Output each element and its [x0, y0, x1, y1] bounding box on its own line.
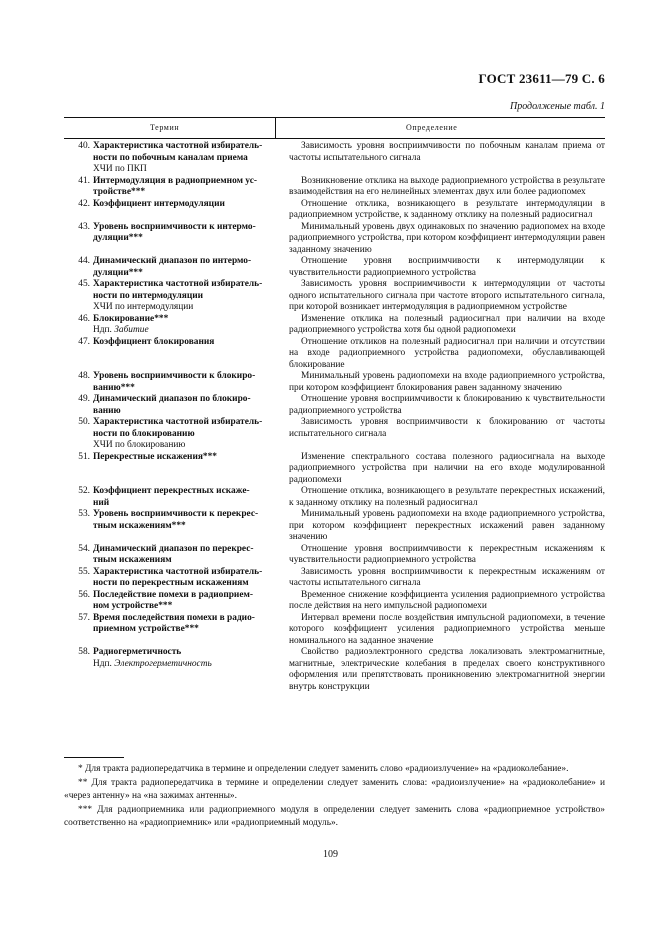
term-number: 41.	[78, 175, 90, 186]
term-number: 56.	[78, 589, 90, 600]
table-row	[64, 486, 605, 509]
term-cell	[64, 590, 278, 613]
definition-cell: Зависимость уровня восприимчивости к блокированию от частоты испытательного сигнала	[289, 417, 605, 439]
term-text: Блокирование***	[93, 313, 169, 324]
term-text: Динамический диапазон по блокиро-	[93, 394, 251, 404]
term-cell	[64, 337, 278, 372]
term-cell	[64, 279, 278, 314]
definition-cell: Минимальный уровень радиопомехи на входе радиоприемного устройства, при котором коэффициент перекрестных искажений равен заданному значению	[289, 509, 605, 542]
term-text: Характеристика частотной избиратель-	[93, 141, 263, 151]
term-cell	[64, 417, 278, 452]
term-text: Коэффициент блокирования	[93, 336, 215, 347]
table-row	[64, 509, 605, 544]
term-cell	[64, 199, 278, 222]
term-note: ХЧИ по интермодуляции	[93, 302, 194, 312]
term-number: 58.	[78, 647, 90, 657]
term-number: 40.	[78, 141, 90, 151]
term-cell	[64, 256, 278, 279]
table-row	[64, 417, 605, 452]
document-header: ГОСТ 23611—79 С. 6	[478, 71, 605, 86]
table-row	[64, 371, 605, 394]
term-abbreviation	[93, 659, 278, 671]
term-text: Интермодуляция в радиоприемном ус-	[93, 175, 257, 186]
definition-cell: Зависимость уровня восприимчивости по побочным каналам приема от частоты испытательного сигнала	[289, 141, 605, 163]
term-text: ности по интермодуляции	[93, 290, 204, 301]
term-number: 57.	[78, 612, 90, 623]
term-cell	[64, 222, 278, 257]
term-text: Коэффициент интермодуляции	[93, 198, 225, 209]
definition-cell: Отношение отклика, возникающего в результате перекрестных искажений, к заданному отклику на полезный радиосигнал	[289, 486, 605, 508]
table-row	[64, 199, 605, 222]
table-row	[64, 394, 605, 417]
definition-cell: Отношение уровня восприимчивости к перекрестным искажениям к чувствительности радиоприемного устройства	[289, 543, 605, 565]
deprecated-term: Забитие	[114, 325, 149, 335]
term-text: тным искажениям	[93, 555, 172, 565]
table-continuation-label: Продолженые табл. 1	[509, 101, 605, 112]
footnote: * Для тракта радиопередатчика в термине и определении следует заменить слово «радиоизлучение» на «радиоколебание».	[78, 764, 569, 774]
definition-cell: Отношение уровня восприимчивости к блокированию к чувствительности радиоприемного устройства	[289, 394, 605, 416]
term-text: Уровень восприимчивости к интермо-	[93, 221, 256, 232]
term-text: ном устройстве***	[93, 601, 173, 611]
term-text: Уровень восприимчивости к перекрес-	[93, 509, 259, 519]
term-cell	[64, 647, 278, 693]
term-text: ванию***	[93, 382, 135, 393]
term-number: 46.	[78, 313, 90, 324]
footnote: *** Для радиоприемника или радиоприемного модуля в определении следует заменить слова «радиоприемное устройство» соответственно на «радиоприемник» или «радиоприемный модуль».	[64, 804, 605, 829]
term-text: ности по перекрестным искажениям	[93, 578, 249, 588]
term-cell	[64, 394, 278, 417]
term-text: дуляции***	[93, 267, 143, 278]
term-text: Динамический диапазон по интермо-	[93, 256, 252, 266]
definition-cell: Минимальный уровень радиопомехи на входе радиоприемного устройства, при котором коэффициент блокирования равен заданному значению	[289, 371, 605, 393]
term-text: Характеристика частотной избиратель-	[93, 417, 263, 427]
term-text: Последействие помехи в радиоприем-	[93, 589, 254, 600]
term-number: 51.	[78, 451, 90, 462]
term-text: Уровень восприимчивости к блокиро-	[93, 371, 256, 381]
term-cell	[64, 141, 278, 176]
term-abbreviation	[93, 325, 278, 337]
term-number: 53.	[78, 509, 90, 519]
table-row	[64, 452, 605, 487]
term-text: ний	[93, 497, 110, 508]
table-row	[64, 256, 605, 279]
term-number: 47.	[78, 336, 90, 347]
definition-cell: Зависимость уровня восприимчивости к перекрестным искажениям от частоты испытательного сигнала	[289, 566, 605, 588]
term-number: 49.	[78, 394, 90, 404]
term-note: ХЧИ по блокированию	[93, 440, 186, 450]
footnote: ** Для тракта радиопередатчика в термине и определении следует заменить слова: «радиоизлучение» на «радиоколебание» и «через антенну» на «на зажимах антенны».	[64, 777, 605, 802]
footnotes	[64, 763, 605, 831]
term-abbreviation	[93, 440, 278, 452]
definition-cell: Отношение уровня восприимчивости к интермодуляции к чувствительности радиоприемного устройства	[289, 256, 605, 278]
term-cell	[64, 544, 278, 567]
column-header-term: Термин	[150, 123, 180, 132]
footnote-separator	[64, 757, 124, 758]
definition-cell: Временное снижение коэффициента усиления радиоприемного устройства после действия на него импульсной радиопомехи	[289, 589, 605, 611]
term-number: 55.	[78, 566, 90, 577]
term-number: 52.	[78, 486, 90, 496]
term-note: Ндп.	[93, 325, 115, 335]
term-text: дуляции***	[93, 233, 143, 243]
table-row	[64, 176, 605, 199]
table-row	[64, 279, 605, 314]
term-abbreviation	[93, 302, 278, 314]
term-text: Характеристика частотной избиратель-	[93, 566, 263, 577]
term-cell	[64, 567, 278, 590]
definition-cell: Возникновение отклика на выходе радиоприемного устройства в результате взаимодействия на его нелинейных элементах двух или более радиопомех	[289, 175, 605, 197]
term-abbreviation	[93, 164, 278, 176]
term-number: 42.	[78, 198, 90, 209]
term-cell	[64, 371, 278, 394]
definition-cell: Интервал времени после воздействия импульсной радиопомехи, в течение которого коэффициент усиления радиоприемного устройства меньше номинального на заданное значение	[289, 612, 605, 646]
header-bottom-rule	[64, 138, 605, 139]
term-cell	[64, 314, 278, 337]
term-number: 43.	[78, 221, 90, 232]
term-text: ванию	[93, 405, 121, 416]
column-divider	[275, 117, 276, 139]
definition-cell: Изменение отклика на полезный радиосигнал при наличии на входе радиоприемного устройства хотя бы одной радиопомехи	[289, 313, 605, 335]
table-row	[64, 222, 605, 257]
page-number: 109	[323, 849, 338, 860]
term-text: ности по блокированию	[93, 428, 195, 439]
term-text: ности по побочным каналам приема	[93, 152, 248, 163]
term-text: Перекрестные искажения***	[93, 451, 217, 462]
table-row	[64, 647, 605, 693]
term-text: тным искажениям***	[93, 520, 186, 531]
term-note: Ндп.	[93, 658, 115, 669]
term-text: Время последействия помехи в радио-	[93, 612, 255, 623]
definition-cell: Минимальный уровень двух одинаковых по значению радиопомех на входе радиоприемного устройства, при котором коэффициент интермодуляции равен заданному значению	[289, 221, 605, 255]
term-text: Радиогерметичность	[93, 647, 182, 657]
table-row	[64, 544, 605, 567]
term-note: ХЧИ по ПКП	[93, 164, 147, 174]
term-cell	[64, 176, 278, 199]
definition-cell: Изменение спектрального состава полезного радиосигнала на выходе радиоприемного устройства при наличии на его входе модулированной радиопомехи	[289, 451, 605, 485]
table-row	[64, 590, 605, 613]
table-row	[64, 314, 605, 337]
deprecated-term: Электрогерметичность	[114, 658, 212, 669]
term-text: Динамический диапазон по перекрес-	[93, 543, 254, 554]
term-cell	[64, 486, 278, 509]
term-number: 48.	[78, 371, 90, 381]
table-row	[64, 613, 605, 648]
definition-cell: Зависимость уровня восприимчивости к интермодуляции от частоты одного испытательного сигнала при частоте второго испытательного сигнала, при которой возникает интермодуляция в радиоприемном устройстве	[289, 279, 605, 312]
term-text: Коэффициент перекрестных искаже-	[93, 486, 250, 496]
definition-cell: Отношение отклика, возникающего в результате интермодуляции в радиоприемном устройстве, к заданному отклику на полезный радиосигнал	[289, 198, 605, 220]
table-row	[64, 567, 605, 590]
term-number: 44.	[78, 256, 90, 266]
term-cell	[64, 509, 278, 544]
column-header-definition: Определение	[406, 123, 458, 132]
terms-table	[64, 141, 605, 693]
table-row	[64, 141, 605, 176]
table-top-rule	[64, 117, 605, 118]
term-cell	[64, 452, 278, 487]
term-text: приемном устройстве***	[93, 624, 199, 634]
term-number: 54.	[78, 543, 90, 554]
term-text: Характеристика частотной избиратель-	[93, 279, 263, 289]
definition-cell: Свойство радиоэлектронного средства локализовать электромагнитные, магнитные, электрические колебания в пределах своего конструктивного оформления или препятствовать проникновению электромагнитной энергии внутрь конструкции	[289, 647, 605, 692]
term-number: 50.	[78, 417, 90, 427]
term-text: тройстве***	[93, 187, 146, 197]
definition-cell: Отношение откликов на полезный радиосигнал при наличии и отсутствии на входе радиоприемного устройства радиопомехи, обуславливающей блокирование	[289, 336, 605, 370]
table-row	[64, 337, 605, 372]
term-number: 45.	[78, 279, 90, 289]
term-cell	[64, 613, 278, 648]
